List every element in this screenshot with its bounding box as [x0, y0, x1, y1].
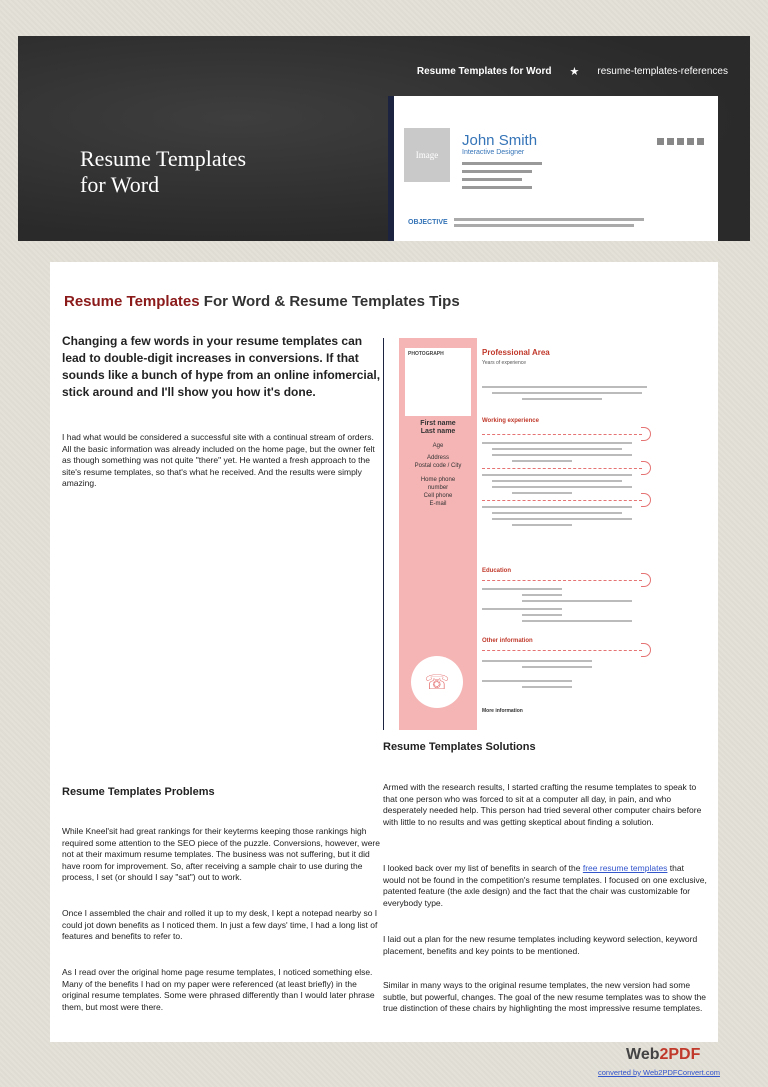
sample-role: Interactive Designer	[462, 149, 525, 156]
solutions-p2-text: that would not be found in the competition's resume templates. I focused on one exclusive, patented feature (the axle design) and the fact that the chair was customizable for everybody type.	[383, 863, 707, 908]
solutions-paragraph-3: I laid out a plan for the new resume templates including keyword selection, keyword placement, benefits and key points to be mentioned.	[383, 934, 698, 956]
divider	[482, 580, 642, 581]
text-line	[482, 680, 572, 682]
web2pdf-logo	[626, 1046, 700, 1064]
divider	[482, 650, 642, 651]
solutions-paragraph-2	[383, 863, 708, 909]
problems-paragraph-1: While Kneel'sit had great rankings for their keyterms keeping those rankings high required some attention to the SEO piece of the puzzle. Conversions, however, were not at their maximum resume templates. The business was not suffering, but it did have room for improvement. So, after receiving a sample chair to use during the process, I set (or should I say "sat") out to work.	[62, 826, 380, 882]
problems-heading: Resume Templates Problems	[62, 786, 215, 798]
home-phone-label: Home phone	[420, 477, 456, 483]
title-highlight: Resume Templates	[64, 293, 200, 310]
intro-paragraph: Changing a few words in your resume templates can lead to double-digit increases in conversions. If that sounds like a bunch of hype from an online infomercial, stick around and I'll show you how it's done.	[62, 334, 381, 399]
photograph-box: PHOTOGRAPH	[405, 348, 471, 416]
divider-hook	[641, 461, 651, 475]
education-heading: Education	[482, 568, 512, 574]
divider-hook	[641, 493, 651, 507]
text-line	[522, 620, 632, 622]
page-title	[64, 293, 460, 310]
contact-line	[462, 186, 532, 189]
divider	[482, 468, 642, 469]
text-line	[482, 442, 632, 444]
free-resume-templates-link[interactable]: free resume templates	[582, 863, 668, 873]
address-label: Address	[426, 455, 449, 461]
objective-label: OBJECTIVE	[408, 219, 448, 226]
banner-title-line1: Resume Templates	[80, 146, 247, 171]
nav-link-resume-templates-references[interactable]: resume-templates-references	[597, 66, 728, 77]
text-line	[482, 386, 647, 388]
star-icon: ★	[569, 66, 580, 78]
social-icon	[677, 138, 684, 145]
text-line	[482, 588, 562, 590]
contact-line	[462, 178, 522, 181]
resume-sidebar	[399, 338, 477, 730]
photo-placeholder: Image	[404, 128, 450, 182]
text-line	[492, 518, 632, 520]
text-line	[522, 666, 592, 668]
body-paragraph: I had what would be considered a successful site with a continual stream of orders. All the basic information was already included on the home page, but the owner felt as though something was not quite "there" yet. He wanted a fresh approach to the site's resume templates, so that's what he received. And the results were simply amazing.	[62, 432, 375, 488]
text-line	[492, 448, 622, 450]
working-experience-heading: Working experience	[482, 418, 539, 424]
social-icon	[697, 138, 704, 145]
solutions-paragraph-4: Similar in many ways to the original resume templates, the new version had some subtle, but powerful, changes. The goal of the new resume templates was to show the true distinction of these chairs by highlighting the most impressive resume templates.	[383, 980, 707, 1013]
social-icon	[657, 138, 664, 145]
social-icon	[667, 138, 674, 145]
logo-text-b: 2PDF	[659, 1046, 701, 1063]
cell-phone-label: Cell phone	[423, 493, 453, 499]
objective-text-line	[454, 218, 644, 221]
objective-text-line	[454, 224, 634, 227]
logo-text-a: Web	[626, 1046, 660, 1063]
text-line	[492, 392, 642, 394]
title-rest: For Word & Resume Templates Tips	[199, 293, 460, 310]
first-name-label: First name	[420, 420, 456, 427]
solutions-p2-text: I looked back over my list of benefits in search of the	[383, 863, 583, 873]
other-information-heading: Other information	[482, 638, 533, 644]
problems-paragraph-3: As I read over the original home page resume templates, I noticed something else. Many of the benefits I had on my paper were referenced (at least briefly) in the original resume templates. Some were phrased differently than I would later phrase them, but most were there.	[62, 967, 375, 1012]
social-icons	[657, 138, 704, 145]
age-label: Age	[432, 443, 444, 449]
contact-line	[462, 162, 542, 165]
social-icon	[687, 138, 694, 145]
years-label: Years of experience	[482, 360, 527, 366]
text-line	[492, 454, 632, 456]
text-line	[482, 506, 632, 508]
text-line	[522, 398, 602, 400]
text-line	[512, 460, 572, 462]
divider-hook	[641, 573, 651, 587]
more-information-heading: More information	[482, 708, 523, 714]
text-line	[482, 474, 632, 476]
resume-template-image	[383, 338, 658, 730]
text-line	[512, 524, 572, 526]
last-name-label: Last name	[420, 428, 456, 435]
text-line	[522, 600, 632, 602]
email-label: E-mail	[429, 501, 447, 507]
number-label: number	[427, 485, 449, 491]
resume-body	[482, 338, 657, 730]
text-line	[482, 660, 592, 662]
text-line	[492, 486, 632, 488]
divider	[482, 500, 642, 501]
solutions-paragraph-1: Armed with the research results, I started crafting the resume templates to speak to that one person who was forced to sit at a computer all day, in pain, and who desperately needed help. This person had tried several other computer chairs before with little to no results and was getting skeptical about finding a solution.	[383, 782, 702, 827]
nav-link-resume-templates-word[interactable]: Resume Templates for Word	[416, 66, 552, 77]
web2pdf-link[interactable]: converted by Web2PDFConvert.com	[598, 1068, 720, 1077]
postal-label: Postal code / City	[414, 463, 462, 469]
phone-icon: ☏	[411, 656, 463, 708]
text-line	[482, 608, 562, 610]
text-line	[522, 614, 562, 616]
banner-resume-image	[388, 96, 718, 241]
divider-hook	[641, 427, 651, 441]
contact-line	[462, 170, 532, 173]
text-line	[522, 686, 572, 688]
banner-title	[80, 146, 246, 198]
sample-name: John Smith	[462, 132, 538, 149]
text-line	[522, 594, 562, 596]
text-line	[492, 512, 622, 514]
professional-area-heading: Professional Area	[482, 348, 550, 357]
banner-title-line2: for Word	[80, 172, 160, 197]
solutions-heading: Resume Templates Solutions	[383, 741, 536, 753]
top-nav	[417, 66, 728, 78]
text-line	[492, 480, 622, 482]
text-line	[512, 492, 572, 494]
divider	[482, 434, 642, 435]
divider-hook	[641, 643, 651, 657]
problems-paragraph-2: Once I assembled the chair and rolled it up to my desk, I kept a notepad nearby so I could jot down benefits as I noticed them. In just a few days' time, I had a long list of features and benefits to refer to.	[62, 908, 378, 941]
